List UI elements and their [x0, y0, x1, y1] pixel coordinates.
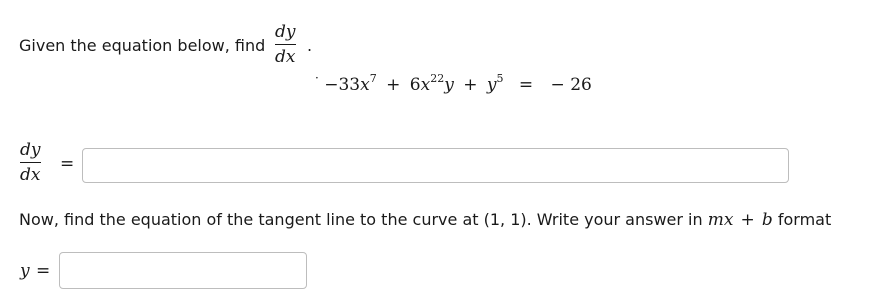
term2-var2: y [444, 75, 454, 95]
term1-exp: 7 [369, 72, 377, 85]
plus-2: + [463, 75, 478, 95]
prompt-text: Given the equation below, find [19, 36, 266, 55]
mx-m: m [707, 210, 724, 230]
answer1-derivative-fraction [20, 140, 41, 185]
b-var: b [761, 210, 773, 230]
tangent-text-pre: Now, find the equation of the tangent line to the curve at (1, 1). Write your answer in [19, 210, 708, 229]
prompt-frac-numerator: dy [275, 22, 296, 42]
equation-rhs: − 26 [550, 75, 592, 95]
term1-var: x [360, 75, 370, 95]
term3-exp: 5 [496, 72, 504, 85]
prompt-frac-denominator: dx [275, 47, 296, 67]
term2-var: x [420, 75, 431, 95]
tangent-instructions [19, 210, 831, 230]
term3-var: y [486, 75, 497, 95]
equation-dot: · [315, 71, 319, 85]
derivative-answer-input[interactable] [82, 148, 789, 183]
plus-1: + [386, 75, 401, 95]
prompt-derivative-fraction [275, 22, 296, 67]
prompt-frac-bar [275, 44, 296, 45]
equation-equals: = [518, 75, 534, 95]
tangent-line-answer-input[interactable] [59, 252, 307, 289]
term2-coef: 6 [409, 75, 421, 95]
tangent-text-post: format [772, 210, 832, 229]
answer1-frac-numerator: dy [20, 140, 41, 160]
mx-plus: + [740, 210, 755, 230]
answer2-equals: = [36, 261, 51, 281]
answer1-frac-bar [20, 162, 41, 163]
term1-coef: 33 [338, 75, 361, 95]
equation [315, 71, 592, 97]
question-prompt [19, 36, 265, 56]
answer1-equals: = [60, 154, 75, 174]
prompt-period: . [307, 36, 313, 55]
answer2-label: y [20, 261, 30, 281]
answer1-frac-denominator: dx [20, 165, 41, 185]
term1-sign: − [324, 75, 339, 95]
term2-exp: 22 [430, 72, 445, 85]
mx-x: x [723, 210, 734, 230]
